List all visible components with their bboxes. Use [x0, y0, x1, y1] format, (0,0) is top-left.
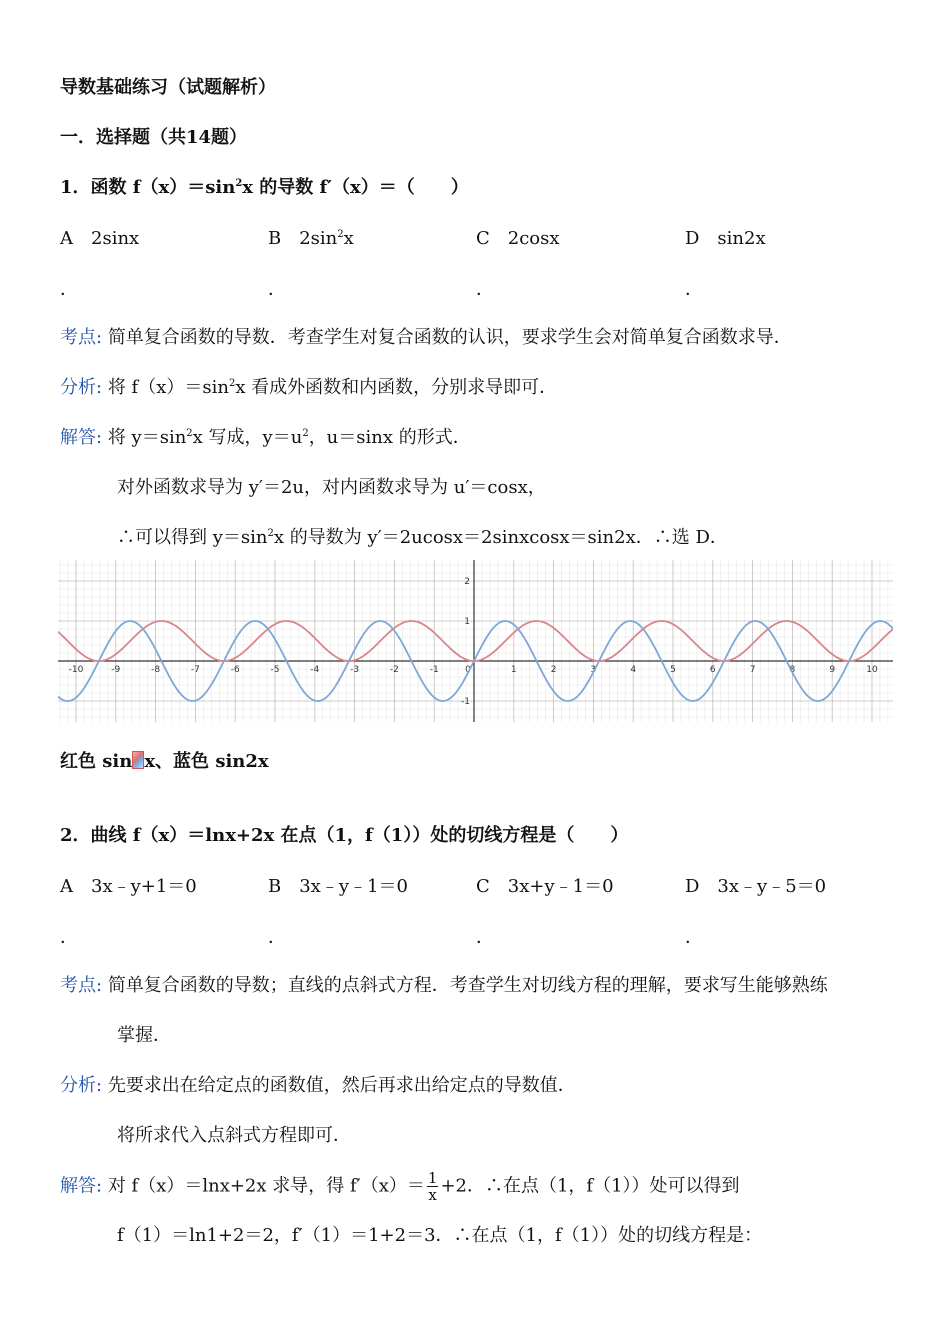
- kaodian-label: 考点:: [60, 975, 103, 996]
- q1-option-c: C 2cosx: [476, 228, 560, 249]
- x-tick-label: -8: [151, 665, 161, 675]
- q1-dot-b: ．: [268, 279, 286, 300]
- x-tick-label: 7: [749, 665, 756, 675]
- x-tick-label: -2: [389, 665, 399, 675]
- function-graph: [58, 560, 893, 722]
- q1-jieda-1: 解答: 将 $y=\sin^2x$ 写成，$y=u^2$，u＝sinx 的形式．: [60, 427, 471, 448]
- q1-option-d: D sin2x: [685, 228, 766, 249]
- x-tick-label: -10: [68, 665, 84, 675]
- x-tick-label: 3: [590, 665, 597, 675]
- x-tick-label: -3: [350, 665, 360, 675]
- x-tick-label: -6: [230, 665, 240, 675]
- q2-dot-a: ．: [60, 927, 78, 948]
- document-title: 导数基础练习（试题解析）: [60, 77, 276, 98]
- jieda-label: 解答:: [60, 427, 103, 448]
- q2-jieda-2: f（1）＝ln1+2＝2，f′（1）＝1+2＝3．∴在点（1，f（1））处的切线方程是：: [117, 1225, 763, 1246]
- x-tick-label: -9: [111, 665, 121, 675]
- q2-dot-b: ．: [268, 927, 286, 948]
- fenxi-label: 分析:: [60, 1075, 103, 1096]
- q1-dot-a: ．: [60, 279, 78, 300]
- x-tick-label: 4: [630, 665, 637, 675]
- q2-option-d: D 3x﹣y﹣5＝0: [685, 876, 827, 897]
- x-tick-label: 6: [709, 665, 716, 675]
- x-tick-label: -7: [190, 665, 200, 675]
- x-tick-label: -4: [310, 665, 320, 675]
- fenxi-label: 分析:: [60, 377, 103, 398]
- q2-option-c: C 3x+y﹣1＝0: [476, 876, 614, 897]
- x-tick-label: 10: [866, 665, 878, 675]
- q2-kaodian-2: 掌握．: [117, 1025, 171, 1046]
- x-tick-label: 2: [550, 665, 557, 675]
- q1-dot-d: ．: [685, 279, 703, 300]
- broken-image-icon: [132, 751, 144, 769]
- jieda-label: 解答:: [60, 1175, 103, 1197]
- x-tick-label: 5: [670, 665, 676, 675]
- x-tick-label: 9: [829, 665, 836, 675]
- y-tick-label: -1: [461, 697, 470, 707]
- q1-jieda-3: ∴可以得到 $y=\sin^2x$ 的导数为 y′＝2ucosx＝2sinxcosx＝sin2x．∴选 D．: [117, 527, 728, 548]
- q2-option-b: B 3x﹣y﹣1＝0: [268, 876, 408, 897]
- q1-option-b: B $2\sin^2x$: [268, 228, 354, 249]
- fraction-1-over-x: $\frac{1}{x}$: [427, 1169, 438, 1204]
- x-tick-label: 8: [789, 665, 796, 675]
- section-heading: 一．选择题（共14题）: [60, 127, 248, 148]
- y-tick-label: 1: [464, 617, 470, 627]
- q2-kaodian-1: 考点: 简单复合函数的导数；直线的点斜式方程．考查学生对切线方程的理解，要求写生能够熟练: [60, 975, 828, 996]
- q1-stem: 1．函数 $f(x)=\sin^2x$ 的导数 f′（x）＝（ ）: [60, 177, 469, 198]
- graph-caption: 红色 sin x、蓝色 sin2x: [60, 751, 269, 772]
- series-sin-squared-x: [58, 621, 893, 661]
- y-tick-label: 2: [464, 577, 470, 587]
- kaodian-label: 考点:: [60, 327, 103, 348]
- graph-tick-labels: [69, 577, 878, 707]
- q1-fenxi: 分析: 将 $f(x)=\sin^2x$ 看成外函数和内函数，分别求导即可．: [60, 377, 558, 398]
- q2-dot-d: ．: [685, 927, 703, 948]
- q2-dot-c: ．: [476, 927, 494, 948]
- x-tick-label: 1: [510, 665, 517, 675]
- x-tick-label: 0: [465, 665, 471, 675]
- q2-option-a: A 3x﹣y+1＝0: [60, 876, 197, 897]
- q2-fenxi-2: 将所求代入点斜式方程即可．: [117, 1125, 351, 1146]
- q2-jieda-1: 解答: 对 f（x）＝lnx+2x 求导，得 f′（x）＝ $\frac{1}{x}$ +2．∴在点（1，f（1））处可以得到: [60, 1169, 740, 1204]
- q2-fenxi-1: 分析: 先要求出在给定点的函数值，然后再求出给定点的导数值．: [60, 1075, 576, 1096]
- q1-kaodian: 考点: 简单复合函数的导数．考查学生对复合函数的认识，要求学生会对简单复合函数求导．: [60, 327, 792, 348]
- q1-jieda-2: 对外函数求导为 y′＝2u，对内函数求导为 u′＝cosx，: [117, 477, 546, 498]
- q1-option-a: A 2sinx: [60, 228, 140, 249]
- x-tick-label: -1: [429, 665, 439, 675]
- q2-stem: 2．曲线 f（x）＝lnx+2x 在点（1，f（1））处的切线方程是（ ）: [60, 825, 629, 846]
- q1-dot-c: ．: [476, 279, 494, 300]
- x-tick-label: -5: [270, 665, 280, 675]
